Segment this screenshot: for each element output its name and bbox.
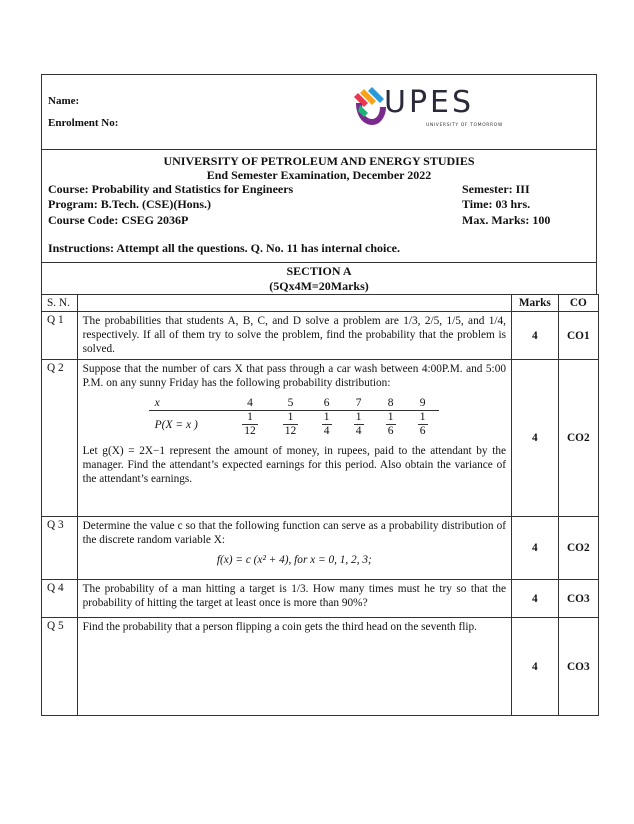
question-body	[77, 517, 511, 580]
upes-logo	[354, 85, 503, 133]
table-row	[42, 360, 599, 517]
program-line: Program: B.Tech. (CSE)(Hons.)	[48, 197, 211, 211]
university-name: UNIVERSITY OF PETROLEUM AND ENERGY STUDIES	[163, 154, 475, 168]
question-text: The probability of a man hitting a target is 1/3. How many times must he try so that the probability of hitting the target at least once is more than 90%?	[77, 580, 511, 618]
question-text: The probabilities that students A, B, C, and D solve a problem are 1/3, 2/5, 1/5, and 1/4, respectively. If all of them try to solve the problem, find the probability that the problem is solved.	[77, 312, 511, 360]
question-text: Determine the value c so that the following function can serve as a probability distribution of the discrete random variable X:	[82, 520, 506, 546]
dist-x-row	[149, 396, 439, 411]
exam-info-box	[41, 150, 597, 263]
probability-distribution-table	[149, 396, 439, 438]
dist-x-value: 6	[311, 396, 343, 411]
dist-x-value: 4	[230, 396, 270, 411]
dist-prob-fraction: $\frac{1}{12}$	[244, 411, 256, 437]
logo-tagline: UNIVERSITY OF TOMORROW	[426, 123, 503, 128]
upes-logo-mark-icon	[354, 87, 388, 127]
question-number: Q 4	[42, 580, 78, 618]
dist-prob-fraction: $\frac{1}{4}$	[323, 411, 330, 437]
dist-x-label: x	[149, 396, 230, 411]
question-marks: 4	[512, 360, 559, 517]
dist-x-value: 7	[343, 396, 375, 411]
max-marks-line: Max. Marks: 100	[462, 213, 551, 227]
dist-prob-fraction: $\frac{1}{6}$	[419, 411, 426, 437]
question-marks: 4	[512, 580, 559, 618]
instructions-line: Instructions: Attempt all the questions. Q. No. 11 has internal choice.	[48, 241, 401, 255]
question-co: CO3	[558, 580, 598, 618]
dist-x-value: 8	[375, 396, 407, 411]
table-row	[42, 312, 599, 360]
header-co: CO	[558, 295, 598, 312]
header-sn: S. N.	[42, 295, 78, 312]
question-number: Q 3	[42, 517, 78, 580]
dist-prob-fraction: $\frac{1}{4}$	[355, 411, 362, 437]
exam-title: End Semester Examination, December 2022	[206, 168, 432, 182]
question-body	[77, 360, 511, 517]
exam-paper	[41, 74, 597, 716]
table-header-row	[42, 295, 599, 312]
question-co: CO2	[558, 517, 598, 580]
dist-prob-fraction: $\frac{1}{12}$	[284, 411, 297, 437]
question-marks: 4	[512, 312, 559, 360]
table-row	[42, 517, 599, 580]
question-co: CO2	[558, 360, 598, 517]
question-text: Let g(X) = 2X−1 represent the amount of money, in rupees, paid to the attendant by the manager. Find the attendant’s expected earnings for this period. Also obtain the variance of the attendant’s earnings.	[82, 445, 506, 485]
time-line: Time: 03 hrs.	[462, 197, 531, 211]
question-number: Q 5	[42, 618, 78, 716]
header-question	[77, 295, 511, 312]
dist-prob-fraction: $\frac{1}{6}$	[387, 411, 394, 437]
dist-x-value: 5	[270, 396, 310, 411]
logo-text: UPES	[384, 85, 475, 120]
question-marks: 4	[512, 618, 559, 716]
dist-x-value: 9	[407, 396, 439, 411]
question-formula: f(x) = c (x² + 4), for x = 0, 1, 2, 3;	[216, 554, 372, 566]
question-co: CO1	[558, 312, 598, 360]
course-line: Course: Probability and Statistics for Engineers	[48, 182, 294, 196]
semester-line: Semester: III	[462, 182, 530, 196]
section-title: SECTION A	[286, 264, 352, 278]
question-co: CO3	[558, 618, 598, 716]
header-box	[41, 74, 597, 150]
enrolment-label: Enrolment No:	[48, 117, 119, 129]
dist-p-label: P(X = x )	[154, 418, 198, 431]
question-number: Q 2	[42, 360, 78, 517]
section-header	[41, 263, 597, 295]
question-text: Suppose that the number of cars X that pass through a car wash between 4:00P.M. and 5:00 P.M. on any sunny Friday has the following probability distribution:	[82, 363, 506, 389]
table-row	[42, 618, 599, 716]
header-marks: Marks	[512, 295, 559, 312]
section-marks-scheme: (5Qx4M=20Marks)	[269, 279, 369, 293]
name-label: Name:	[48, 95, 80, 107]
question-marks: 4	[512, 517, 559, 580]
course-code-line: Course Code: CSEG 2036P	[48, 213, 189, 227]
questions-table	[41, 294, 599, 716]
table-row	[42, 580, 599, 618]
dist-p-row	[149, 411, 439, 439]
question-text: Find the probability that a person flipping a coin gets the third head on the seventh flip.	[77, 618, 511, 716]
question-number: Q 1	[42, 312, 78, 360]
